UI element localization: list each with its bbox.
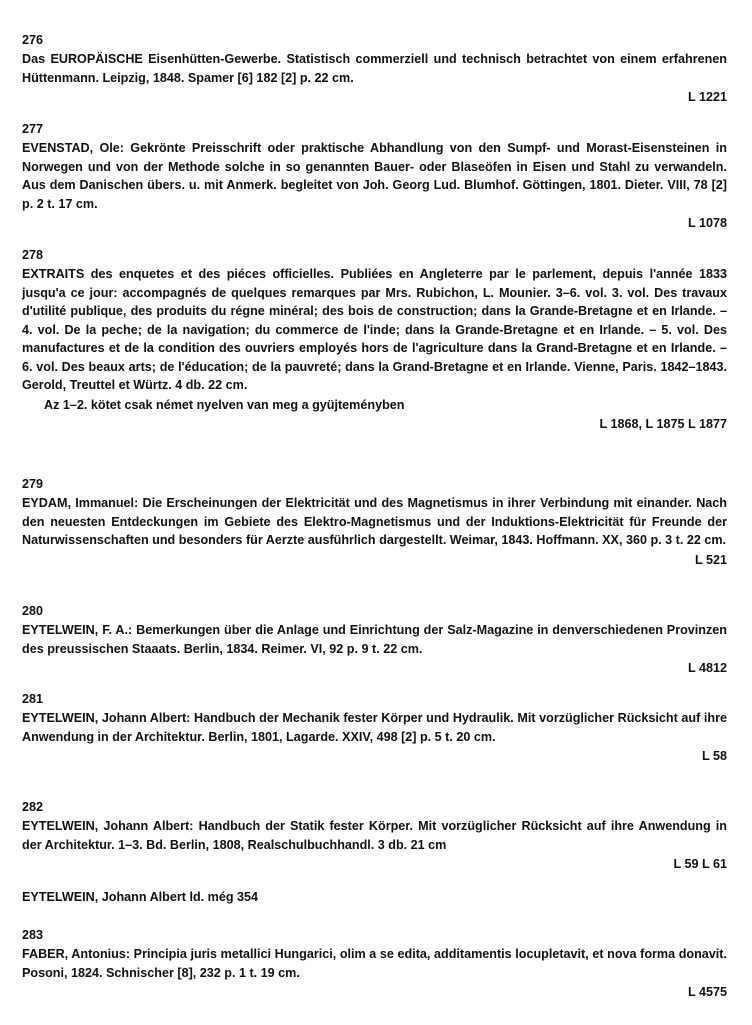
shelf-mark: L 1221 — [688, 90, 727, 104]
entry-text: EYTELWEIN, Johann Albert: Handbuch der Statik fester Körper. Mit vorzüglicher Rücksicht auf ihre Anwendung in der Architektur. 1–3. Bd. Berlin, 1808, Realschulbuchhandl. 3 db. 21 cm — [22, 819, 727, 852]
catalog-entry-281 — [22, 689, 727, 766]
entry-number: 279 — [22, 477, 44, 491]
shelf-mark: L 59 L 61 — [673, 857, 727, 871]
shelf-mark: L 1078 — [688, 216, 727, 230]
shelf-mark: L 4575 — [688, 985, 727, 999]
catalog-entry-279 — [22, 474, 727, 570]
entry-text: EYTELWEIN, F. A.: Bemerkungen über die Anlage und Einrichtung der Salz-Magazine in denverschiedenen Provinzen des preussischen Staaats. Berlin, 1834. Reimer. VI, 92 p. 9 t. 22 cm. — [22, 623, 727, 656]
entry-number: 282 — [22, 800, 44, 814]
catalog-entry-276 — [22, 30, 727, 107]
entry-number: 281 — [22, 692, 44, 706]
shelf-mark: L 1868, L 1875 L 1877 — [599, 417, 727, 431]
entry-number: 278 — [22, 248, 44, 262]
entry-text: EYDAM, Immanuel: Die Erscheinungen der Elektricität und des Magnetismus in ihrer Verbindung mit einander. Nach den neuesten Entdeckungen im Gebiete des Elektro-Magnetismus und der Induktions-Elektricität für Freunde der Naturwissenschaften und besonders für Aerzte ausführlich dargestellt. Weimar, 1843. Hoffmann. XX, 360 p. 3 t. 22 cm. — [22, 496, 727, 547]
entry-number: 283 — [22, 928, 44, 942]
catalog-entry-278 — [22, 245, 727, 434]
shelf-mark: L 4812 — [688, 661, 727, 675]
entry-number: 280 — [22, 604, 44, 618]
entry-text: Das EUROPÄISCHE Eisenhütten-Gewerbe. Statistisch commerziell und technisch betrachtet von einem erfahrenen Hüttenmann. Leipzig, 1848. Spamer [6] 182 [2] p. 22 cm. — [22, 52, 727, 85]
entry-text: EVENSTAD, Ole: Gekrönte Preisschrift oder praktische Abhandlung von den Sumpf- und Morast-Eisensteinen in Norwegen und von der Methode solche in so genannten Bauer- oder Blaseöfen in Eisen und Stahl zu verwandeln. Aus dem Danischen übers. u. mit Anmerk. begleitet von Joh. Georg Lud. Blumhof. Göttingen, 1801. Dieter. VIII, 78 [2] p. 2 t. 17 cm. — [22, 141, 727, 211]
catalog-entry-282 — [22, 797, 727, 874]
shelf-mark: L 521 — [695, 552, 727, 567]
shelf-mark: L 58 — [702, 749, 727, 763]
cross-reference: EYTELWEIN, Johann Albert ld. még 354 — [22, 890, 259, 904]
entry-number: 277 — [22, 122, 44, 136]
catalog-entry-283 — [22, 925, 727, 1002]
catalog-entry-280 — [22, 601, 727, 678]
entry-number: 276 — [22, 33, 44, 47]
entry-text: FABER, Antonius: Principia juris metallici Hungarici, olim a se edita, additamentis locupletavit, et nova forma donavit. Posoni, 1824. Schnischer [8], 232 p. 1 t. 19 cm. — [22, 947, 727, 980]
entry-text: EYTELWEIN, Johann Albert: Handbuch der Mechanik fester Körper und Hydraulik. Mit vorzüglicher Rücksicht auf ihre Anwendung in der Architektur. Berlin, 1801, Lagarde. XXIV, 498 [2] p. 5 t. 20 cm. — [22, 711, 727, 744]
entry-text: EXTRAITS des enquetes et des piéces officielles. Publiées en Angleterre par le parlement, depuis l'année 1833 jusqu'a ce jour: accompagnés de quelques remarques par Mrs. Rubichon, L. Mounier. 3–6. vol. 3. vol. Des travaux d'utilité publique, des produits du régne minéral; des bois de construction; dans la Grande-Bretagne et en Irlande. – 4. vol. De la peche; de la navigation; du commerce de l'inde; dans la Grande-Bretagne et en Irlande. – 5. vol. Des manufactures et de la condition des ouvriers employés hors de l'agriculture dans la Grand-Bretagne et en Irlande. – 6. vol. Des beaux arts; de l'éducation; de la pauvreté; dans la Grand-Bretagne et en Irlande. Vienne, Paris. 1842–1843. Gerold, Treuttel et Würtz. 4 db. 22 cm. — [22, 267, 727, 392]
catalog-entry-277 — [22, 119, 727, 233]
entry-note: Az 1–2. kötet csak német nyelven van meg a gyüjteményben — [44, 397, 405, 412]
